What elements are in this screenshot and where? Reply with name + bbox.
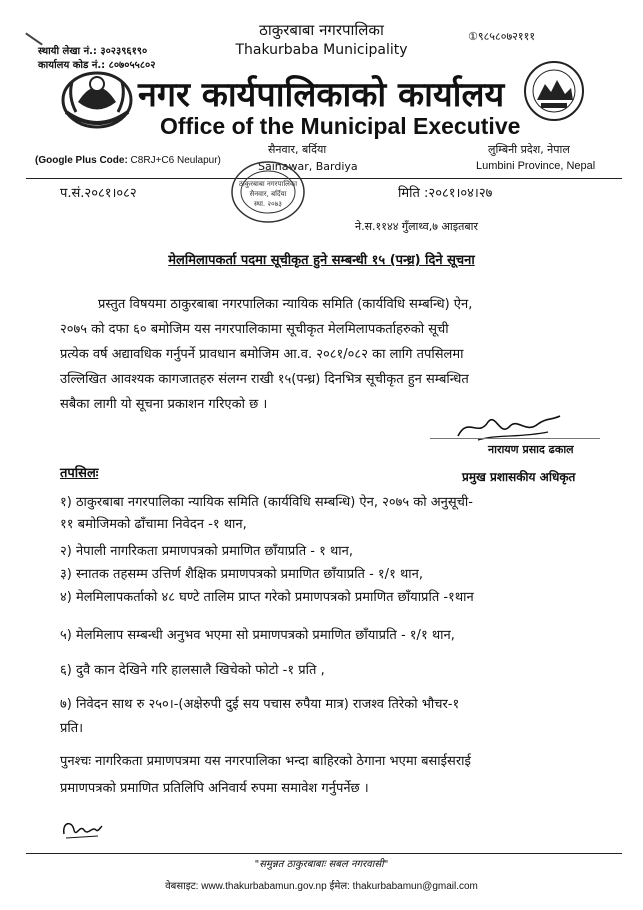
letter-date: मिति :२०८१।०४।२७ (398, 186, 493, 201)
footnote-line: पुनश्चः नागरिकता प्रमाणपत्रमा यस नगरपालिका भन्दा बाहिरको ठेगाना भएमा बसाईसराई (60, 754, 471, 769)
municipality-name-np: ठाकुरबाबा नगरपालिका (259, 21, 384, 39)
detail-item: ४) मेलमिलापकर्ताको ४८ घण्टे तालिम प्राप्त गरेको प्रमाणपत्रको प्रमाणित छाँयाप्रति -१थान (60, 590, 474, 605)
signature-icon (448, 408, 568, 446)
office-stamp-icon (228, 158, 308, 226)
body-line: उल्लिखित आवश्यक कागजातहरु संलग्न राखी १५(पन्ध्र) दिनभित्र सूचीकृत हुन सम्बन्धित (60, 372, 469, 387)
detail-item: १) ठाकुरबाबा नगरपालिका न्यायिक समिति (कार्यविधि सम्बन्धि) ऐन, २०७५ को अनुसूची- (60, 495, 473, 510)
office-title-np: नगर कार्यपालिकाको कार्यालय (138, 75, 505, 115)
initials-signature-icon (58, 816, 106, 842)
footer-contact: वेबसाइट: www.thakurbabamun.gov.np ईमेल: thakurbabamun@gmail.com (165, 881, 478, 892)
detail-item: ११ बमोजिमको ढाँचामा निवेदन -१ थान, (60, 517, 247, 532)
municipality-seal-icon (523, 60, 585, 122)
signatory-designation: प्रमुख प्रशासकीय अधिकृत (462, 470, 576, 484)
header-divider (26, 178, 622, 179)
detail-item: प्रति। (60, 721, 84, 736)
notice-body (60, 292, 608, 417)
footnote-line: प्रमाणपत्रको प्रमाणित प्रतिलिपि अनिवार्य रुपमा समावेश गर्नुपर्नेछ । (60, 781, 369, 796)
stamp-text-3: स्था. २०७३ (254, 200, 282, 208)
stamp-text-1: ठाकुरबाबा नगरपालिका (238, 180, 298, 188)
footer-slogan: "समुन्नत ठाकुरबाबाः सबल नगरवासी" (254, 859, 389, 870)
municipality-name-en: Thakurbaba Municipality (235, 42, 408, 58)
notice-subject: मेलमिलापकर्ता पदमा सूचीकृत हुने सम्बन्धी १५ (पन्ध्र) दिने सूचना (168, 253, 475, 268)
nepal-emblem-icon (58, 62, 136, 132)
detail-item: ६) दुवै कान देखिने गरि हालसालै खिचेको फोटो -१ प्रति , (60, 663, 325, 678)
detail-item: ७) निवेदन साथ रु २५०।-(अक्षेरुपी दुई सय पचास रुपैया मात्र) राजश्व तिरेको भौचर-१ (60, 697, 460, 712)
google-plus-code (35, 155, 221, 166)
details-heading: तपसिलः (60, 466, 99, 481)
detail-item: ३) स्नातक तहसम्म उत्तिर्ण शैक्षिक प्रमाणपत्रको प्रमाणित छाँयाप्रति - १/१ थान, (60, 567, 423, 582)
stamp-text-2: सैनवार, बर्दिया (249, 190, 287, 198)
google-plus-code-label: (Google Plus Code: (35, 155, 128, 166)
footer-divider (26, 853, 622, 854)
permanent-account-number: स्थायी लेखा नं.: ३०२३९६१९० (38, 46, 148, 57)
body-line: सबैका लागी यो सूचना प्रकाशन गरिएको छ । (60, 397, 268, 412)
address-np: सैनवार, बर्दिया (268, 143, 327, 156)
province-np: लुम्बिनी प्रदेश, नेपाल (488, 143, 570, 156)
office-title-en: Office of the Municipal Executive (160, 113, 521, 139)
address-en: Sainawar, Bardiya (258, 160, 358, 173)
google-plus-code-value: C8RJ+C6 Neulapur) (127, 155, 221, 166)
body-line: प्रस्तुत विषयमा ठाकुरबाबा नगरपालिका न्यायिक समिति (कार्यविधि सम्बन्धि) ऐन, (98, 297, 473, 312)
phone-number: ①९८५८०७२१११ (468, 30, 536, 43)
signatory-name: नारायण प्रसाद ढकाल (488, 443, 574, 456)
province-en: Lumbini Province, Nepal (476, 160, 596, 172)
detail-item: ५) मेलमिलाप सम्बन्धी अनुभव भएमा सो प्रमाणपत्रको प्रमाणित छाँयाप्रति - १/१ थान, (60, 628, 455, 643)
body-line: २०७५ को दफा ६० बमोजिम यस नगरपालिकामा सूचीकृत मेलमिलापकर्ताहरुको सूची (60, 322, 449, 337)
body-line: प्रत्येक वर्ष अद्यावधिक गर्नुपर्ने प्रावधान बमोजिम आ.व. २०८१/०८२ का लागि तपसिलमा (60, 347, 464, 362)
detail-item: २) नेपाली नागरिकता प्रमाणपत्रको प्रमाणित छाँयाप्रति - १ थान, (60, 544, 353, 559)
office-code: कार्यालय कोड नं.: ८०७०५५८०२ (38, 60, 156, 71)
reference-number: प.सं.२०८१।०८२ (60, 186, 137, 201)
signature-line (430, 438, 600, 439)
nepal-sambat-date: ने.स.११४४ गुँलाथ्व,७ आइतबार (355, 220, 479, 233)
